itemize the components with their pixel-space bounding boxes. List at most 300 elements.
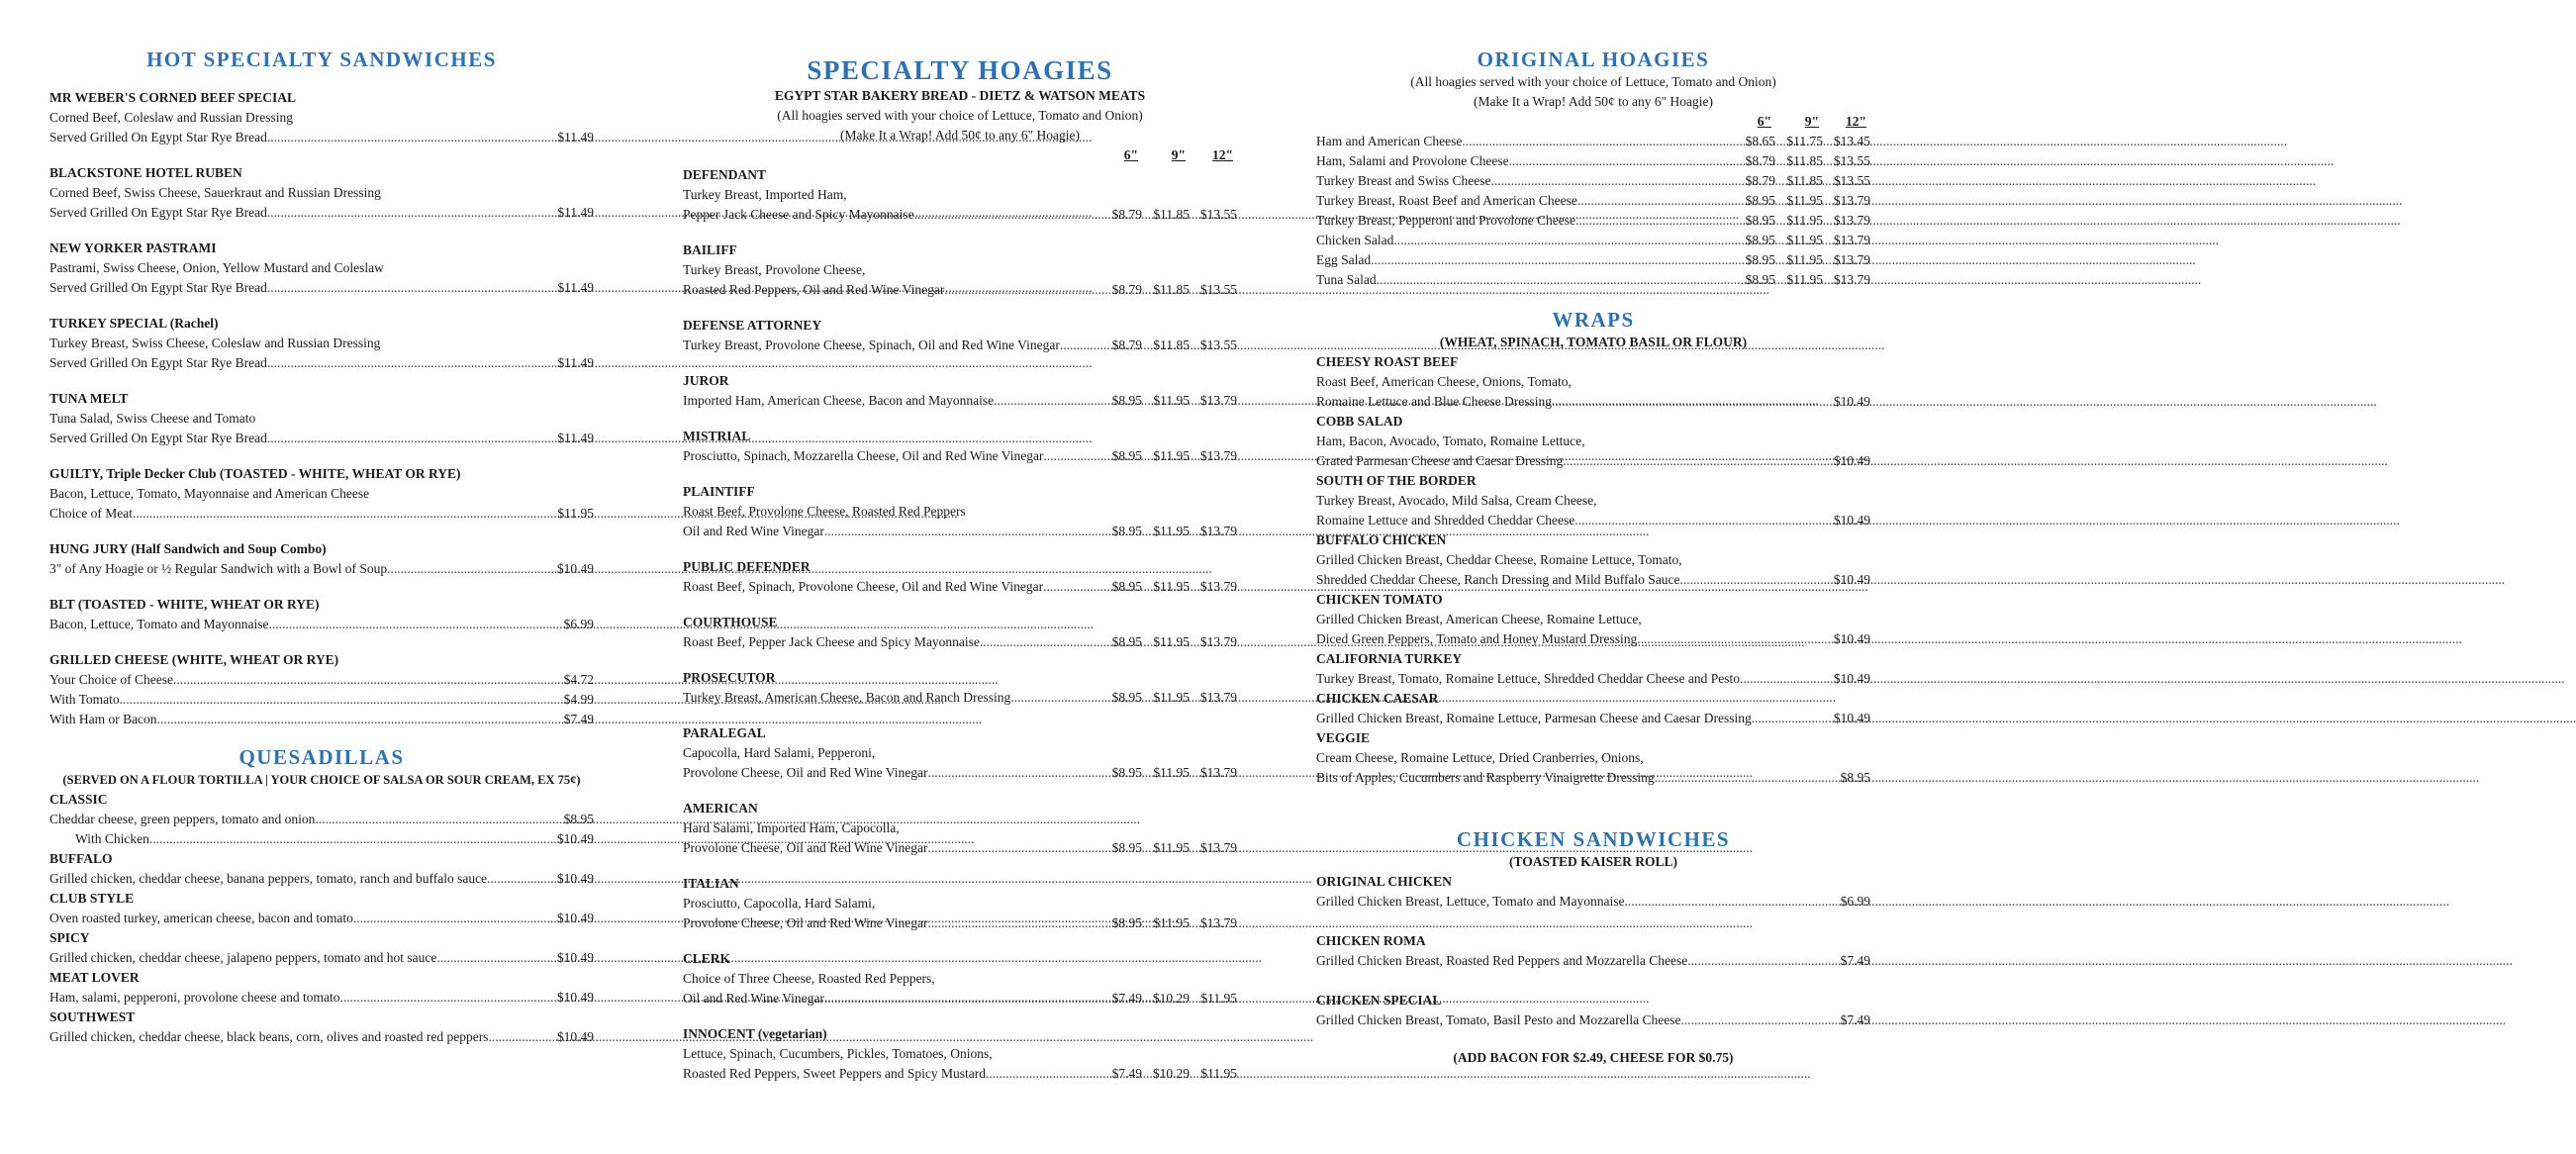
left-column bbox=[49, 0, 594, 1047]
original-sub1: (All hoagies served with your choice of Lettuce, Tomato and Onion) bbox=[1410, 74, 1776, 89]
price-line bbox=[49, 710, 594, 729]
item-desc: Chicken Salad bbox=[1316, 233, 1394, 247]
item-price: $8.95 bbox=[1840, 770, 1870, 785]
item-price: $13.55 bbox=[1199, 207, 1237, 222]
item-desc: Provolone Cheese, Oil and Red Wine Vinegar bbox=[683, 915, 928, 930]
item-desc: Diced Green Peppers, Tomato and Honey Mustard Dressing bbox=[1316, 631, 1638, 646]
item-desc: Grilled Chicken Breast, Lettuce, Tomato and Mayonnaise bbox=[1316, 894, 1625, 909]
item-desc: Grilled Chicken Breast, American Cheese, Romaine Lettuce, bbox=[1316, 612, 1642, 626]
wraps-subtitle: (WHEAT, SPINACH, TOMATO BASIL OR FLOUR) bbox=[1439, 335, 1748, 349]
leader-dots bbox=[120, 690, 564, 710]
item-desc: Shredded Cheddar Cheese, Ranch Dressing and Mild Buffalo Sauce bbox=[1316, 572, 1680, 587]
item-price: $10.49 bbox=[1833, 453, 1870, 468]
item-desc: Grilled chicken, cheddar cheese, jalapeno peppers, tomato and hot sauce bbox=[49, 950, 437, 965]
menu-item bbox=[49, 163, 594, 223]
price-line bbox=[683, 763, 1237, 783]
item-desc: Grated Parmesan Cheese and Caesar Dressing bbox=[1316, 453, 1564, 468]
leader-dots bbox=[340, 988, 557, 1008]
menu-item bbox=[49, 650, 594, 729]
item-name: JUROR bbox=[683, 373, 729, 388]
item-price: $11.95 bbox=[1153, 634, 1190, 649]
item-price: $11.95 bbox=[1153, 690, 1190, 705]
price-line bbox=[683, 914, 1237, 933]
item-price: $13.45 bbox=[1833, 134, 1870, 148]
item-desc: Corned Beef, Swiss Cheese, Sauerkraut and Russian Dressing bbox=[49, 185, 381, 200]
item-desc: Turkey Breast, Pepperoni and Provolone Cheese bbox=[1316, 213, 1575, 228]
leader-dots bbox=[1687, 951, 1840, 971]
leader-dots bbox=[927, 838, 1095, 858]
item-price: $11.95 bbox=[1153, 393, 1190, 408]
leader-dots bbox=[1043, 446, 1095, 466]
item-name: BLACKSTONE HOTEL RUBEN bbox=[49, 165, 242, 180]
price-line bbox=[683, 205, 1237, 225]
item-price: $13.79 bbox=[1199, 765, 1237, 780]
item-desc: Tuna Salad bbox=[1316, 272, 1377, 287]
price-line bbox=[49, 869, 594, 889]
menu-item bbox=[1316, 931, 1870, 971]
leader-dots bbox=[487, 869, 557, 889]
price-line bbox=[1316, 171, 1870, 191]
item-desc: Roast Beef, American Cheese, Onions, Tomato, bbox=[1316, 374, 1572, 389]
item-price: $6.99 bbox=[1840, 894, 1870, 909]
item-price: $7.49 bbox=[563, 712, 594, 726]
item-price: $13.79 bbox=[1833, 233, 1870, 247]
chicken-subtitle: (TOASTED KAISER ROLL) bbox=[1508, 854, 1678, 869]
specialty-hoagies-title: SPECIALTY HOAGIES bbox=[807, 55, 1113, 85]
item-name: CLASSIC bbox=[49, 792, 108, 807]
item-name: SOUTH OF THE BORDER bbox=[1316, 473, 1477, 488]
item-price: $8.95 bbox=[1745, 213, 1775, 228]
leader-dots bbox=[267, 203, 557, 223]
item-price: $13.79 bbox=[1199, 579, 1237, 594]
item-price: $8.79 bbox=[1745, 173, 1775, 188]
item-price: $13.79 bbox=[1833, 213, 1870, 228]
price-line bbox=[683, 446, 1237, 466]
menu-item bbox=[683, 557, 1237, 597]
item-name: GUILTY, Triple Decker Club (TOASTED - WHITE, WHEAT OR RYE) bbox=[49, 466, 461, 481]
price-line bbox=[1316, 191, 1870, 211]
item-price: $13.79 bbox=[1833, 272, 1870, 287]
item-price: $8.95 bbox=[563, 812, 594, 826]
item-desc: Ham, Salami and Provolone Cheese bbox=[1316, 153, 1509, 168]
price-line bbox=[1316, 231, 1870, 250]
item-desc: Roast Beef, Spinach, Provolone Cheese, Oil and Red Wine Vinegar bbox=[683, 579, 1044, 594]
price-line bbox=[683, 280, 1237, 300]
item-price: $10.29 bbox=[1152, 991, 1190, 1006]
specialty-sub2: (All hoagies served with your choice of Lettuce, Tomato and Onion) bbox=[777, 108, 1143, 123]
menu-item bbox=[49, 464, 594, 524]
item-desc: Served Grilled On Egypt Star Rye Bread bbox=[49, 431, 267, 445]
leader-dots bbox=[1752, 709, 1834, 728]
menu-item bbox=[49, 539, 594, 579]
menu-item bbox=[49, 239, 594, 298]
item-name: CALIFORNIA TURKEY bbox=[1316, 651, 1463, 666]
menu-item bbox=[683, 949, 1237, 1009]
leader-dots bbox=[1563, 451, 1834, 471]
item-price: $11.85 bbox=[1153, 282, 1190, 297]
item-name: MEAT LOVER bbox=[49, 970, 140, 985]
item-desc: Grilled chicken, cheddar cheese, black beans, corn, olives and roasted red peppers bbox=[49, 1029, 489, 1044]
item-desc: Served Grilled On Egypt Star Rye Bread bbox=[49, 205, 267, 220]
chicken-note: (ADD BACON FOR $2.49, CHEESE FOR $0.75) bbox=[1453, 1050, 1734, 1065]
specialty-hoagies-list bbox=[683, 165, 1237, 1084]
item-name: PROSECUTOR bbox=[683, 670, 776, 685]
item-desc: Provolone Cheese, Oil and Red Wine Vinegar bbox=[683, 840, 928, 855]
item-price: $11.95 bbox=[1200, 991, 1237, 1006]
price-line bbox=[1316, 709, 1870, 728]
price-line bbox=[1316, 669, 1870, 689]
leader-dots bbox=[267, 429, 557, 448]
item-name: BAILIFF bbox=[683, 242, 737, 257]
leader-dots bbox=[1575, 211, 1728, 231]
item-price: $11.85 bbox=[1153, 207, 1190, 222]
item-desc: Prosciutto, Capocolla, Hard Salami, bbox=[683, 896, 876, 911]
price-line bbox=[49, 429, 594, 448]
item-desc: Tuna Salad, Swiss Cheese and Tomato bbox=[49, 411, 256, 426]
item-name: ORIGINAL CHICKEN bbox=[1316, 874, 1452, 889]
item-price: $4.99 bbox=[563, 692, 594, 707]
item-desc: Turkey Breast, Swiss Cheese, Coleslaw and Russian Dressing bbox=[49, 336, 381, 350]
item-price: $10.49 bbox=[1833, 513, 1870, 528]
item-desc: Bacon, Lettuce, Tomato, Mayonnaise and American Cheese bbox=[49, 486, 370, 501]
item-desc: Oil and Red Wine Vinegar bbox=[683, 524, 824, 538]
price-line bbox=[49, 1027, 594, 1047]
item-price: $13.79 bbox=[1199, 840, 1237, 855]
item-price: $13.55 bbox=[1199, 282, 1237, 297]
item-desc: Turkey Breast, Imported Ham, bbox=[683, 187, 847, 202]
item-desc: Oil and Red Wine Vinegar bbox=[683, 991, 824, 1006]
leader-dots bbox=[1624, 892, 1840, 912]
specialty-sub3: (Make It a Wrap! Add 50¢ to any 6" Hoagie) bbox=[839, 128, 1081, 143]
item-price: $10.49 bbox=[556, 911, 594, 925]
item-name: COBB SALAD bbox=[1316, 414, 1403, 429]
item-price: $10.49 bbox=[1833, 394, 1870, 409]
item-price: $8.95 bbox=[1111, 840, 1142, 855]
item-price: $11.95 bbox=[1153, 765, 1190, 780]
item-price: $8.95 bbox=[1745, 193, 1775, 208]
item-price: $11.95 bbox=[1153, 448, 1190, 463]
leader-dots bbox=[1043, 577, 1095, 597]
item-price: $11.49 bbox=[557, 205, 594, 220]
item-name: MR WEBER'S CORNED BEEF SPECIAL bbox=[49, 90, 297, 105]
item-price: $8.95 bbox=[1111, 634, 1142, 649]
quesadillas-list bbox=[49, 790, 594, 1047]
item-name: INNOCENT (vegetarian) bbox=[683, 1026, 827, 1041]
leader-dots bbox=[149, 829, 557, 849]
hot-specialty-list bbox=[49, 88, 594, 524]
item-desc: Prosciutto, Spinach, Mozzarella Cheese, Oil and Red Wine Vinegar bbox=[683, 448, 1044, 463]
price-line bbox=[1316, 629, 1870, 649]
item-desc: Corned Beef, Coleslaw and Russian Dressing bbox=[49, 110, 293, 125]
item-price: $11.49 bbox=[557, 431, 594, 445]
price-line bbox=[683, 1064, 1237, 1084]
leader-dots bbox=[824, 989, 1095, 1009]
item-price: $10.29 bbox=[1152, 1066, 1190, 1081]
price-line bbox=[1316, 270, 1870, 290]
item-price: $7.49 bbox=[1840, 1012, 1870, 1027]
item-name: TURKEY SPECIAL (Rachel) bbox=[49, 316, 219, 331]
hot-specialty-title: HOT SPECIALTY SANDWICHES bbox=[146, 48, 497, 71]
item-desc: Choice of Meat bbox=[49, 506, 133, 521]
size-headers bbox=[1316, 112, 1870, 132]
item-name: HUNG JURY (Half Sandwich and Soup Combo) bbox=[49, 541, 327, 556]
leader-dots bbox=[267, 128, 557, 147]
item-price: $11.49 bbox=[557, 355, 594, 370]
original-sub2: (Make It a Wrap! Add 50¢ to any 6" Hoagie) bbox=[1473, 94, 1714, 109]
leader-dots bbox=[980, 632, 1095, 652]
price-line bbox=[1316, 211, 1870, 231]
price-line bbox=[49, 690, 594, 710]
item-desc: With Ham or Bacon bbox=[49, 712, 157, 726]
item-desc: Pastrami, Swiss Cheese, Onion, Yellow Mustard and Coleslaw bbox=[49, 260, 384, 275]
item-name: BUFFALO bbox=[49, 851, 113, 866]
menu-item bbox=[49, 595, 594, 634]
item-desc: Grilled Chicken Breast, Romaine Lettuce, Parmesan Cheese and Caesar Dressing bbox=[1316, 711, 1752, 725]
menu-item bbox=[49, 389, 594, 448]
item-price: $10.49 bbox=[556, 990, 594, 1005]
price-line bbox=[49, 504, 594, 524]
item-desc: Egg Salad bbox=[1316, 252, 1372, 267]
leader-dots bbox=[1574, 511, 1834, 530]
leader-dots bbox=[986, 1064, 1095, 1084]
item-price: $10.49 bbox=[556, 1029, 594, 1044]
item-name: CLUB STYLE bbox=[49, 891, 135, 906]
item-name: GRILLED CHEESE (WHITE, WHEAT OR RYE) bbox=[49, 652, 339, 667]
price-line bbox=[1316, 511, 1870, 530]
size-headers bbox=[683, 145, 1237, 165]
item-desc: Cream Cheese, Romaine Lettuce, Dried Cranberries, Onions, bbox=[1316, 750, 1644, 765]
price-line bbox=[683, 632, 1237, 652]
item-desc: Choice of Three Cheese, Roasted Red Peppers, bbox=[683, 971, 935, 986]
chicken-sandwiches-list bbox=[1316, 872, 1870, 1030]
price-line bbox=[1316, 392, 1870, 412]
leader-dots bbox=[315, 810, 563, 829]
leader-dots bbox=[1393, 231, 1728, 250]
item-price: $10.49 bbox=[1833, 572, 1870, 587]
item-desc: Imported Ham, American Cheese, Bacon and Mayonnaise bbox=[683, 393, 995, 408]
wraps-list bbox=[1316, 352, 1870, 788]
menu-item bbox=[683, 427, 1237, 466]
item-desc: 3" of Any Hoagie or ½ Regular Sandwich with a Bowl of Soup bbox=[49, 561, 388, 576]
item-price: $8.95 bbox=[1111, 915, 1142, 930]
price-line bbox=[683, 577, 1237, 597]
leader-dots bbox=[1509, 151, 1728, 171]
item-name: ITALIAN bbox=[683, 876, 739, 891]
price-line bbox=[683, 336, 1237, 355]
menu-item bbox=[683, 482, 1237, 541]
item-price: $10.49 bbox=[1833, 631, 1870, 646]
price-line bbox=[49, 948, 594, 968]
item-price: $10.49 bbox=[556, 950, 594, 965]
item-name: COURTHOUSE bbox=[683, 615, 778, 629]
item-name: SPICY bbox=[49, 930, 90, 945]
item-name: TUNA MELT bbox=[49, 391, 129, 406]
item-price: $11.49 bbox=[557, 280, 594, 295]
item-desc: Romaine Lettuce and Blue Cheese Dressing bbox=[1316, 394, 1553, 409]
grilled-cheese-lines bbox=[49, 670, 594, 729]
item-desc: Cheddar cheese, green peppers, tomato and onion bbox=[49, 812, 316, 826]
leader-dots bbox=[927, 914, 1095, 933]
size-12: 12" bbox=[1212, 147, 1233, 162]
menu-item bbox=[683, 240, 1237, 300]
item-price: $8.95 bbox=[1111, 765, 1142, 780]
item-desc: Roasted Red Peppers, Oil and Red Wine Vinegar bbox=[683, 282, 945, 297]
price-line bbox=[1316, 151, 1870, 171]
item-desc: Grilled chicken, cheddar cheese, banana peppers, tomato, ranch and buffalo sauce bbox=[49, 871, 488, 886]
item-price: $8.95 bbox=[1111, 448, 1142, 463]
item-desc: Your Choice of Cheese bbox=[49, 672, 173, 687]
item-name: BUFFALO CHICKEN bbox=[1316, 532, 1447, 547]
leader-dots bbox=[1377, 270, 1728, 290]
price-line bbox=[49, 988, 594, 1008]
item-desc: Roast Beef, Pepper Jack Cheese and Spicy Mayonnaise bbox=[683, 634, 980, 649]
item-desc: Hard Salami, Imported Ham, Capocolla, bbox=[683, 820, 900, 835]
wraps-title: WRAPS bbox=[1552, 308, 1635, 332]
item-price: $4.72 bbox=[563, 672, 594, 687]
item-price: $11.95 bbox=[1153, 579, 1190, 594]
item-name: CHICKEN ROMA bbox=[1316, 933, 1426, 948]
item-price: $10.49 bbox=[556, 831, 594, 846]
item-desc: With Tomato bbox=[49, 692, 120, 707]
item-price: $11.95 bbox=[1786, 213, 1823, 228]
item-desc: Turkey Breast, Roast Beef and American Cheese bbox=[1316, 193, 1577, 208]
item-price: $11.95 bbox=[1153, 915, 1190, 930]
item-desc: Grilled Chicken Breast, Cheddar Cheese, Romaine Lettuce, Tomato, bbox=[1316, 552, 1682, 567]
item-price: $8.65 bbox=[1745, 134, 1775, 148]
price-line bbox=[683, 391, 1237, 411]
leader-dots bbox=[353, 909, 557, 928]
item-price: $13.55 bbox=[1833, 153, 1870, 168]
item-desc: With Chicken bbox=[75, 831, 149, 846]
item-name: CHEESY ROAST BEEF bbox=[1316, 354, 1459, 369]
price-line bbox=[1316, 451, 1870, 471]
leader-dots bbox=[927, 763, 1095, 783]
menu-item bbox=[683, 668, 1237, 708]
item-desc: Served Grilled On Egypt Star Rye Bread bbox=[49, 355, 267, 370]
chicken-sandwiches-title: CHICKEN SANDWICHES bbox=[1456, 827, 1731, 851]
item-desc: Grilled Chicken Breast, Tomato, Basil Pesto and Mozzarella Cheese bbox=[1316, 1012, 1681, 1027]
menu-item bbox=[1316, 872, 1870, 912]
item-name: PARALEGAL bbox=[683, 725, 766, 740]
item-desc: Romaine Lettuce and Shredded Cheddar Cheese bbox=[1316, 513, 1575, 528]
item-desc: Capocolla, Hard Salami, Pepperoni, bbox=[683, 745, 876, 760]
price-line bbox=[49, 353, 594, 373]
menu-item bbox=[683, 874, 1237, 933]
item-desc: Bacon, Lettuce, Tomato and Mayonnaise bbox=[49, 617, 269, 631]
item-price: $13.79 bbox=[1199, 524, 1237, 538]
leader-dots bbox=[1552, 392, 1834, 412]
item-price: $8.95 bbox=[1111, 579, 1142, 594]
item-name: BLT (TOASTED - WHITE, WHEAT OR RYE) bbox=[49, 597, 320, 612]
item-price: $13.79 bbox=[1199, 393, 1237, 408]
leader-dots bbox=[944, 280, 1095, 300]
leader-dots bbox=[436, 948, 557, 968]
menu-item bbox=[683, 165, 1237, 225]
leader-dots bbox=[994, 391, 1095, 411]
size-6: 6" bbox=[1757, 114, 1771, 129]
item-desc: Roasted Red Peppers, Sweet Peppers and Spicy Mustard bbox=[683, 1066, 986, 1081]
item-name: NEW YORKER PASTRAMI bbox=[49, 240, 217, 255]
price-line bbox=[1316, 768, 1870, 788]
item-name: CHICKEN TOMATO bbox=[1316, 592, 1443, 607]
item-desc: Roast Beef, Provolone Cheese, Roasted Red Peppers bbox=[683, 504, 966, 519]
item-name: AMERICAN bbox=[683, 801, 758, 816]
item-desc: Grilled Chicken Breast, Roasted Red Peppers and Mozzarella Cheese bbox=[1316, 953, 1688, 968]
leader-dots bbox=[1491, 171, 1729, 191]
item-price: $11.95 bbox=[1786, 193, 1823, 208]
item-price: $13.79 bbox=[1199, 915, 1237, 930]
price-line bbox=[49, 128, 594, 147]
item-name: VEGGIE bbox=[1316, 730, 1371, 745]
quesadillas-subtitle: (SERVED ON A FLOUR TORTILLA | YOUR CHOICE OF SALSA OR SOUR CREAM, EX 75¢) bbox=[62, 773, 581, 787]
item-desc: Ham, salami, pepperoni, provolone cheese and tomato bbox=[49, 990, 340, 1005]
item-name: DEFENSE ATTORNEY bbox=[683, 318, 822, 333]
item-desc: Pepper Jack Cheese and Spicy Mayonnaise bbox=[683, 207, 914, 222]
leader-dots bbox=[1655, 768, 1841, 788]
item-price: $11.95 bbox=[1200, 1066, 1237, 1081]
size-6: 6" bbox=[1123, 147, 1138, 162]
menu-item bbox=[683, 371, 1237, 411]
leader-dots bbox=[1577, 191, 1728, 211]
menu-item bbox=[49, 88, 594, 147]
price-line bbox=[49, 615, 594, 634]
price-line bbox=[49, 559, 594, 579]
price-line bbox=[49, 909, 594, 928]
leader-dots bbox=[267, 278, 557, 298]
item-price: $8.79 bbox=[1111, 282, 1142, 297]
item-price: $11.85 bbox=[1153, 337, 1190, 352]
leader-dots bbox=[1740, 669, 1834, 689]
quesadillas-title: QUESADILLAS bbox=[239, 745, 405, 769]
leader-dots bbox=[173, 670, 564, 690]
price-line bbox=[1316, 951, 1870, 971]
item-desc: Served Grilled On Egypt Star Rye Bread bbox=[49, 130, 267, 144]
menu-item bbox=[49, 314, 594, 373]
item-desc: Turkey Breast, Tomato, Romaine Lettuce, Shredded Cheddar Cheese and Pesto bbox=[1316, 671, 1740, 686]
item-price: $8.79 bbox=[1111, 337, 1142, 352]
price-line bbox=[1316, 132, 1870, 151]
item-price: $11.95 bbox=[1786, 233, 1823, 247]
item-price: $8.95 bbox=[1745, 233, 1775, 247]
price-line bbox=[1316, 250, 1870, 270]
price-line bbox=[1316, 570, 1870, 590]
leader-dots bbox=[824, 522, 1095, 541]
item-price: $7.49 bbox=[1840, 953, 1870, 968]
menu-item bbox=[1316, 991, 1870, 1030]
item-price: $8.95 bbox=[1111, 524, 1142, 538]
size-9: 9" bbox=[1804, 114, 1819, 129]
menu-item bbox=[683, 1024, 1237, 1084]
leader-dots bbox=[1680, 570, 1834, 590]
price-line bbox=[683, 838, 1237, 858]
item-name: DEFENDANT bbox=[683, 167, 767, 182]
menu-item bbox=[683, 316, 1237, 355]
item-desc: Oven roasted turkey, american cheese, bacon and tomato bbox=[49, 911, 353, 925]
item-price: $13.79 bbox=[1199, 634, 1237, 649]
item-desc: Ham and American Cheese bbox=[1316, 134, 1463, 148]
item-price: $8.79 bbox=[1745, 153, 1775, 168]
item-price: $7.49 bbox=[1111, 991, 1142, 1006]
item-price: $11.95 bbox=[557, 506, 594, 521]
item-name: CHICKEN CAESAR bbox=[1316, 691, 1439, 706]
item-desc: Served Grilled On Egypt Star Rye Bread bbox=[49, 280, 267, 295]
price-line bbox=[1316, 1010, 1870, 1030]
item-price: $8.95 bbox=[1745, 272, 1775, 287]
price-line bbox=[49, 810, 594, 829]
price-line bbox=[49, 278, 594, 298]
item-price: $11.95 bbox=[1786, 252, 1823, 267]
item-price: $8.79 bbox=[1111, 207, 1142, 222]
